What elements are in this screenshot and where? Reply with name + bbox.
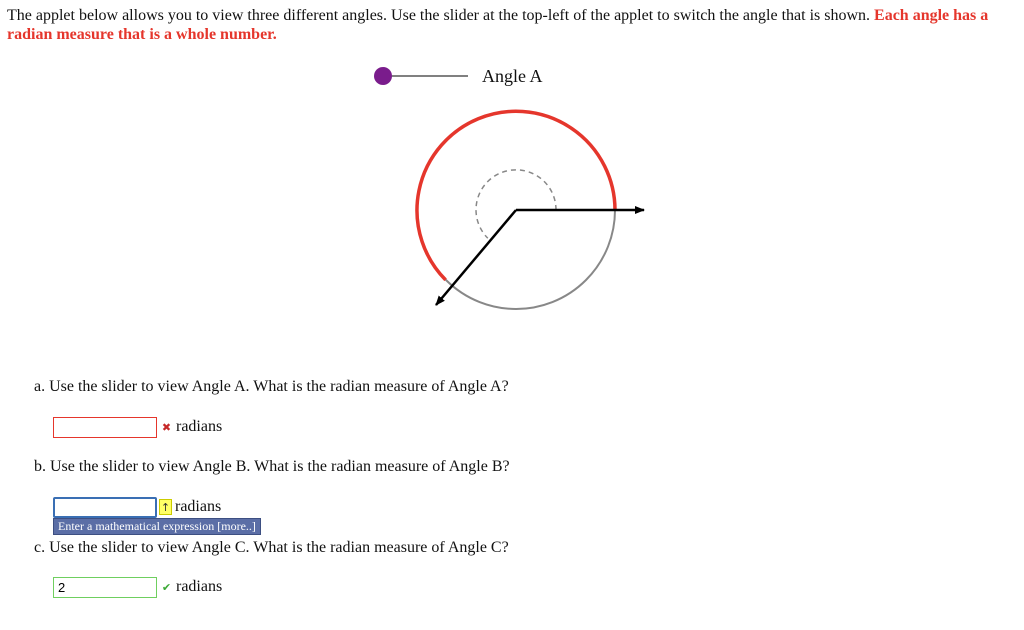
correct-check-icon: ✔ — [161, 580, 172, 594]
answer-row-b — [53, 496, 221, 518]
answer-row-a — [53, 416, 222, 438]
question-c: c. Use the slider to view Angle C. What is the radian measure of Angle C? — [34, 539, 509, 556]
answer-input-b[interactable] — [53, 497, 157, 518]
terminal-ray — [436, 210, 516, 305]
answer-row-c — [53, 576, 222, 598]
instructions-emphasis: Each angle has a radian measure that is a whole number. — [7, 7, 989, 43]
unit-label-c: radians — [176, 578, 223, 595]
angle-indicator-arc — [476, 170, 556, 238]
answer-input-a[interactable] — [53, 417, 157, 438]
angle-slider-handle[interactable] — [374, 67, 392, 85]
instructions-paragraph — [7, 6, 1017, 44]
question-a: a. Use the slider to view Angle A. What is the radian measure of Angle A? — [34, 378, 509, 395]
question-b: b. Use the slider to view Angle B. What is the radian measure of Angle B? — [34, 458, 510, 475]
instructions-text: The applet below allows you to view three different angles. Use the slider at the top-left of the applet to switch the angle that is shown. — [7, 7, 871, 24]
angle-applet — [360, 60, 680, 320]
angle-label: Angle A — [482, 66, 543, 86]
angle-arc — [417, 111, 615, 280]
hint-arrow-icon[interactable]: ↑ — [160, 501, 171, 514]
answer-input-c[interactable] — [53, 577, 157, 598]
unit-label-b: radians — [175, 498, 222, 515]
angle-applet-canvas — [360, 60, 680, 320]
input-hint-tooltip[interactable]: Enter a mathematical expression [more..] — [53, 518, 261, 535]
unit-label-a: radians — [176, 418, 223, 435]
incorrect-icon: ✖ — [161, 420, 172, 434]
